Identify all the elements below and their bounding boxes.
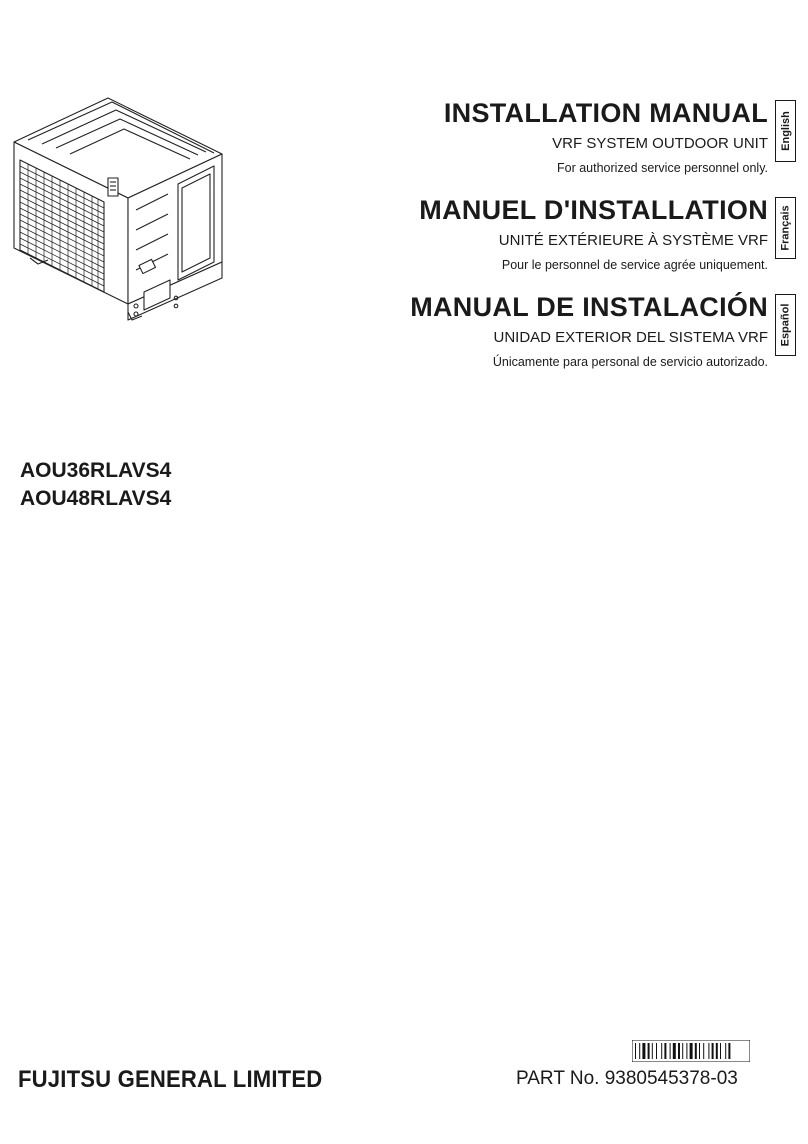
- language-tab-label: English: [779, 111, 792, 151]
- spanish-title-block: [410, 294, 768, 369]
- manual-note: Únicamente para personal de servicio autorizado.: [492, 355, 768, 369]
- language-tab-label: Español: [779, 303, 792, 347]
- language-tab-spanish: [775, 294, 796, 356]
- model-list: [20, 457, 171, 513]
- model-number: AOU48RLAVS4: [20, 487, 172, 510]
- manual-note: Pour le personnel de service agrée uniquement.: [501, 258, 768, 272]
- language-tab-label: Français: [779, 205, 792, 251]
- manual-subtitle: VRF SYSTEM OUTDOOR UNIT: [552, 135, 768, 152]
- part-number: PART No. 9380545378-03: [516, 1068, 738, 1089]
- language-tab-english: [775, 100, 796, 162]
- french-title-block: [419, 197, 768, 272]
- barcode-icon: [632, 1040, 750, 1062]
- company-name: FUJITSU GENERAL LIMITED: [18, 1066, 323, 1093]
- manual-title: MANUEL D'INSTALLATION: [419, 195, 768, 225]
- language-tab-french: [775, 197, 796, 259]
- outdoor-unit-illustration: [8, 92, 238, 322]
- model-number: AOU36RLAVS4: [20, 459, 172, 482]
- manual-subtitle: UNIDAD EXTERIOR DEL SISTEMA VRF: [493, 329, 768, 346]
- manual-subtitle: UNITÉ EXTÉRIEURE À SYSTÈME VRF: [498, 232, 768, 249]
- manual-title: MANUAL DE INSTALACIÓN: [410, 292, 768, 322]
- english-title-block: [444, 100, 768, 175]
- manual-note: For authorized service personnel only.: [557, 161, 768, 175]
- manual-title: INSTALLATION MANUAL: [443, 98, 768, 128]
